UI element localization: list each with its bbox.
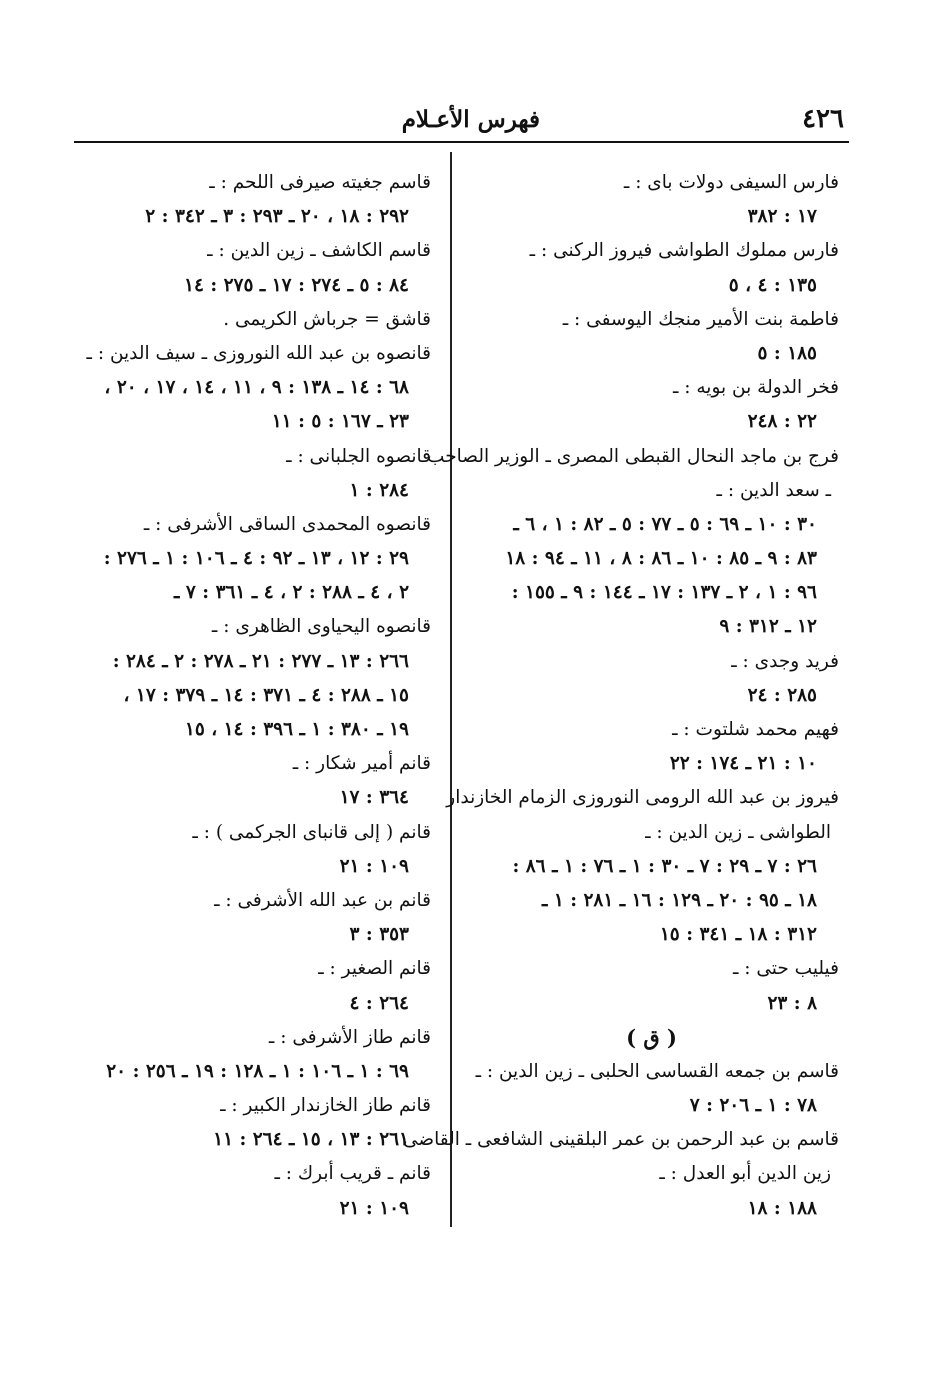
- section-letter: ( ق ): [626, 1024, 677, 1050]
- page-references: ٨ : ٢٣: [767, 992, 817, 1014]
- page-references: ٦٩ : ١ ـ ١٠٦ : ١ ـ ١٢٨ : ١٩ ـ ٢٥٦ : ٢٠: [106, 1060, 409, 1082]
- page-references: ١٩ ـ ٣٨٠ : ١ ـ ٣٩٦ : ١٤ ، ١٥: [184, 719, 409, 740]
- page-references: ١٠٩ : ٢١: [339, 855, 409, 877]
- page-references: ٢٢ : ٢٤٨: [747, 411, 817, 433]
- index-entry: قاشق = جرباش الكريمى .: [223, 308, 431, 330]
- index-entry: فيروز بن عبد الله الرومى النوروزى الزمام الخازندار: [446, 787, 839, 809]
- index-entry: قاسم جغيته صيرفى اللحم : ـ: [209, 172, 431, 193]
- page-references: ٧٨ : ١ ـ ٢٠٦ : ٧: [689, 1095, 817, 1117]
- index-entry: قانم الصغير : ـ: [318, 958, 431, 980]
- header-rule: [74, 141, 849, 143]
- page-references: ١٣٥ : ٤ ، ٥: [728, 274, 817, 296]
- index-entry: قانصوه بن عبد الله النوروزى ـ سيف الدين : ـ: [86, 342, 431, 364]
- page-references: ١٧ : ٣٨٢: [747, 206, 817, 228]
- index-column-right: [402, 166, 839, 1226]
- page-references: ٣٠ : ١٠ ـ ٦٩ : ٥ ـ ٧٧ : ٥ ـ ٨٢ : ١ ، ٦ ـ: [513, 513, 817, 535]
- index-entry: قانم طاز الأشرفى : ـ: [268, 1026, 431, 1048]
- index-entry: فخر الدولة بن بويه : ـ: [672, 377, 839, 399]
- index-entry: قاسم بن عبد الرحمن بن عمر البلقينى الشافعى ـ القاضى: [402, 1129, 839, 1151]
- page-header: [70, 104, 850, 140]
- index-entry: قانصوه اليحياوى الظاهرى : ـ: [211, 616, 431, 638]
- page-references: ٦٨ : ١٤ ـ ١٣٨ : ٩ ، ١١ ، ١٤ ، ١٧ ، ٢٠ ،: [104, 377, 409, 399]
- page-references: ٣٦٤ : ١٧: [339, 787, 409, 809]
- page-references: ٢ ، ٤ ـ ٢٨٨ : ٢ ، ٤ ـ ٣٦١ : ٧ ـ: [174, 582, 409, 604]
- index-entry: قاسم بن جمعه القساسى الحلبى ـ زين الدين : ـ: [475, 1060, 839, 1082]
- page-references: ١٠ : ٢١ ـ ١٧٤ : ٢٢: [669, 753, 817, 775]
- index-column-left: [66, 166, 431, 1226]
- page-references: ١٠٩ : ٢١: [339, 1197, 409, 1219]
- index-entry: فرج بن ماجد النحال القبطى المصرى ـ الوزير الصاحب: [427, 445, 839, 467]
- page-references: ٢٩ : ١٢ ، ١٣ ـ ٩٢ : ٤ ـ ١٠٦ : ١ ـ ٢٧٦ :: [103, 548, 409, 570]
- page-references: ٨٤ : ٥ ـ ٢٧٤ : ١٧ ـ ٢٧٥ : ١٤: [184, 274, 409, 296]
- page-references: ١٨ ـ ٩٥ : ٢٠ ـ ١٢٩ : ١٦ ـ ٢٨١ : ١ ـ: [541, 889, 817, 911]
- page-references: ١٢ ـ ٣١٢ : ٩: [719, 616, 817, 638]
- page-references: ١٨٥ : ٥: [757, 342, 817, 364]
- index-entry: قانم ـ قريب أبرك : ـ: [274, 1163, 431, 1185]
- index-entry: فاطمة بنت الأمير منجك اليوسفى : ـ: [562, 308, 839, 330]
- index-entry: قانصوه المحمدى الساقى الأشرفى : ـ: [143, 513, 431, 535]
- index-entry: قانم طاز الخازندار الكبير : ـ: [220, 1095, 431, 1117]
- index-entry: فارس السيفى دولات باى : ـ: [623, 172, 839, 193]
- page-references: ٢٩٢ : ١٨ ، ٢٠ ـ ٢٩٣ : ٣ ـ ٣٤٢ : ٢: [145, 206, 409, 228]
- index-entry: قانم ( إلى قانباى الجركمى ) : ـ: [192, 821, 431, 843]
- page-references: ٢٨٥ : ٢٤: [747, 684, 817, 706]
- page-references: ١٨٨ : ١٨: [747, 1197, 817, 1219]
- page-references: ٢٦٤ : ٤: [349, 992, 409, 1014]
- index-entry: ـ سعد الدين : ـ: [716, 479, 831, 501]
- index-entry: قانصوه الجلبانى : ـ: [286, 445, 431, 467]
- page-references: ٢٣ ـ ١٦٧ : ٥ : ١١: [271, 411, 409, 433]
- page-references: ٢٨٤ : ١: [349, 479, 409, 501]
- page-references: ٣١٢ : ١٨ ـ ٣٤١ : ١٥: [659, 924, 817, 946]
- index-entry: قانم بن عبد الله الأشرفى : ـ: [214, 889, 431, 911]
- column-divider: [450, 152, 452, 1227]
- page-number: ٤٢٦: [802, 104, 844, 134]
- index-entry: فارس مملوك الطواشى فيروز الركنى : ـ: [529, 240, 839, 262]
- index-entry: فريد وجدى : ـ: [731, 650, 839, 672]
- index-entry: قاسم الكاشف ـ زين الدين : ـ: [207, 240, 431, 262]
- page-references: ٢٦ : ٧ ـ ٢٩ : ٧ ـ ٣٠ : ١ ـ ٧٦ : ١ ـ ٨٦ :: [512, 855, 817, 877]
- page-references: ٢٦١ : ١٣ ، ١٥ ـ ٢٦٤ : ١١: [213, 1129, 409, 1151]
- page-references: ٨٣ : ٩ ـ ٨٥ : ١٠ ـ ٨٦ : ٨ ، ١١ ـ ٩٤ : ١٨: [505, 548, 817, 570]
- index-entry: فيليب حتى : ـ: [732, 958, 839, 980]
- index-entry: قانم أمير شكار : ـ: [292, 753, 431, 775]
- page-references: ٣٥٣ : ٣: [349, 924, 409, 946]
- index-entry: فهيم محمد شلتوت : ـ: [672, 719, 839, 740]
- page-references: ١٥ ـ ٢٨٨ : ٤ ـ ٣٧١ : ١٤ ـ ٣٧٩ : ١٧ ،: [123, 684, 409, 706]
- index-entry: زين الدين أبو العدل : ـ: [659, 1163, 831, 1185]
- index-entry: الطواشى ـ زين الدين : ـ: [645, 821, 831, 843]
- page-references: ٢٦٦ : ١٣ ـ ٢٧٧ : ٢١ ـ ٢٧٨ : ٢ ـ ٢٨٤ :: [112, 650, 409, 672]
- page-references: ٩٦ : ١ ، ٢ ـ ١٣٧ : ١٧ ـ ١٤٤ : ٩ ـ ١٥٥ :: [511, 582, 817, 604]
- running-title: فهرس الأعـلام: [401, 106, 540, 133]
